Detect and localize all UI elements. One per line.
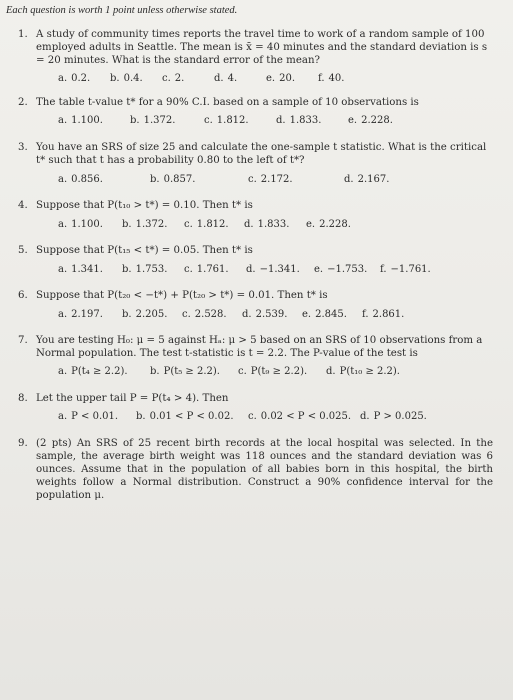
question-number: 3. xyxy=(18,142,28,153)
option-b[interactable]: b. P(t₅ ≥ 2.2). xyxy=(150,366,220,377)
option-d[interactable]: d. 4. xyxy=(214,73,238,84)
option-d[interactable]: d. 1.833. xyxy=(276,115,322,126)
option-a[interactable]: a. 2.197. xyxy=(58,309,103,320)
answer-options xyxy=(58,410,493,423)
question-text: Suppose that P(t₁₅ < t*) = 0.05. Then t* is xyxy=(36,245,253,256)
option-d[interactable]: d. P(t₁₀ ≥ 2.2). xyxy=(326,366,400,377)
option-c[interactable]: c. 1.761. xyxy=(184,264,229,275)
question-number: 1. xyxy=(18,29,28,40)
option-b[interactable]: b. 0.857. xyxy=(150,174,196,185)
option-c[interactable]: c. 0.02 < P < 0.025. xyxy=(248,411,352,422)
answer-options xyxy=(58,308,493,321)
option-d[interactable]: d. −1.341. xyxy=(246,264,300,275)
question-number: 4. xyxy=(18,200,28,211)
answer-options xyxy=(58,72,493,85)
option-b[interactable]: b. 0.4. xyxy=(110,73,143,84)
question-number: 9. xyxy=(18,438,28,449)
question-7 xyxy=(18,334,493,378)
question-text: You have an SRS of size 25 and calculate the one-sample t statistic. What is the critical t* such that t has a probability 0.80 to the left of t*? xyxy=(36,142,487,166)
option-e[interactable]: e. 2.228. xyxy=(306,219,351,230)
option-b[interactable]: b. 1.372. xyxy=(122,219,168,230)
option-f[interactable]: f. −1.761. xyxy=(380,264,431,275)
instructions-header: Each question is worth 1 point unless otherwise stated. xyxy=(6,5,238,16)
question-8 xyxy=(18,392,493,423)
question-text: The table t-value t* for a 90% C.I. based on a sample of 10 observations is xyxy=(36,97,419,108)
option-e[interactable]: e. 2.228. xyxy=(348,115,393,126)
option-a[interactable]: a. P < 0.01. xyxy=(58,411,119,422)
option-a[interactable]: a. P(t₄ ≥ 2.2). xyxy=(58,366,128,377)
option-c[interactable]: c. 1.812. xyxy=(204,115,249,126)
answer-options xyxy=(58,114,493,127)
option-a[interactable]: a. 1.100. xyxy=(58,115,103,126)
answer-options xyxy=(58,365,493,378)
option-f[interactable]: f. 40. xyxy=(318,73,345,84)
option-a[interactable]: a. 1.100. xyxy=(58,219,103,230)
question-text: Suppose that P(t₁₀ > t*) = 0.10. Then t* is xyxy=(36,200,253,211)
option-d[interactable]: d. 1.833. xyxy=(244,219,290,230)
question-4 xyxy=(18,199,493,231)
question-text: A study of community times reports the travel time to work of a random sample of 100 employed adults in Seattle. The mean is x̄ = 40 minutes and the standard deviation is s = 20 minutes. What is the standard error of the mean? xyxy=(36,29,488,66)
option-a[interactable]: a. 0.2. xyxy=(58,73,91,84)
option-f[interactable]: f. 2.861. xyxy=(362,309,405,320)
question-3 xyxy=(18,141,493,186)
question-number: 2. xyxy=(18,97,28,108)
question-2 xyxy=(18,96,493,127)
question-5 xyxy=(18,244,493,276)
option-d[interactable]: d. 2.539. xyxy=(242,309,288,320)
option-b[interactable]: b. 1.753. xyxy=(122,264,168,275)
question-number: 6. xyxy=(18,290,28,301)
question-text: Let the upper tail P = P(t₄ > 4). Then xyxy=(36,393,229,404)
option-c[interactable]: c. P(t₉ ≥ 2.2). xyxy=(238,366,308,377)
option-b[interactable]: b. 1.372. xyxy=(130,115,176,126)
answer-options xyxy=(58,173,493,186)
option-c[interactable]: c. 2. xyxy=(162,73,185,84)
question-9 xyxy=(18,437,493,502)
option-a[interactable]: a. 1.341. xyxy=(58,264,103,275)
question-text: You are testing H₀: μ = 5 against Hₐ: μ > 5 based on an SRS of 10 observations from a Normal population. The test t-statistic is t = 2.2. The P-value of the test is xyxy=(36,335,483,359)
question-number: 7. xyxy=(18,335,28,346)
option-e[interactable]: e. 2.845. xyxy=(302,309,347,320)
option-d[interactable]: d. P > 0.025. xyxy=(360,411,427,422)
option-b[interactable]: b. 0.01 < P < 0.02. xyxy=(136,411,234,422)
option-e[interactable]: e. −1.753. xyxy=(314,264,368,275)
question-number: 5. xyxy=(18,245,28,256)
option-c[interactable]: c. 2.172. xyxy=(248,174,293,185)
answer-options xyxy=(58,218,493,231)
option-a[interactable]: a. 0.856. xyxy=(58,174,103,185)
option-e[interactable]: e. 20. xyxy=(266,73,296,84)
question-text: (2 pts) An SRS of 25 recent birth records at the local hospital was selected. In the sample, the average birth weight was 118 ounces and the standard deviation was 6 ounces. Assume that in the population of all babies born in this hospital, the birth weights follow a Normal distribution. Construct a 90% confidence interval for the population μ. xyxy=(36,438,493,501)
question-1 xyxy=(18,28,493,85)
option-c[interactable]: c. 2.528. xyxy=(182,309,227,320)
option-c[interactable]: c. 1.812. xyxy=(184,219,229,230)
question-text: Suppose that P(t₂₀ < −t*) + P(t₂₀ > t*) = 0.01. Then t* is xyxy=(36,290,328,301)
question-number: 8. xyxy=(18,393,28,404)
option-d[interactable]: d. 2.167. xyxy=(344,174,390,185)
question-6 xyxy=(18,289,493,321)
option-b[interactable]: b. 2.205. xyxy=(122,309,168,320)
answer-options xyxy=(58,263,493,276)
